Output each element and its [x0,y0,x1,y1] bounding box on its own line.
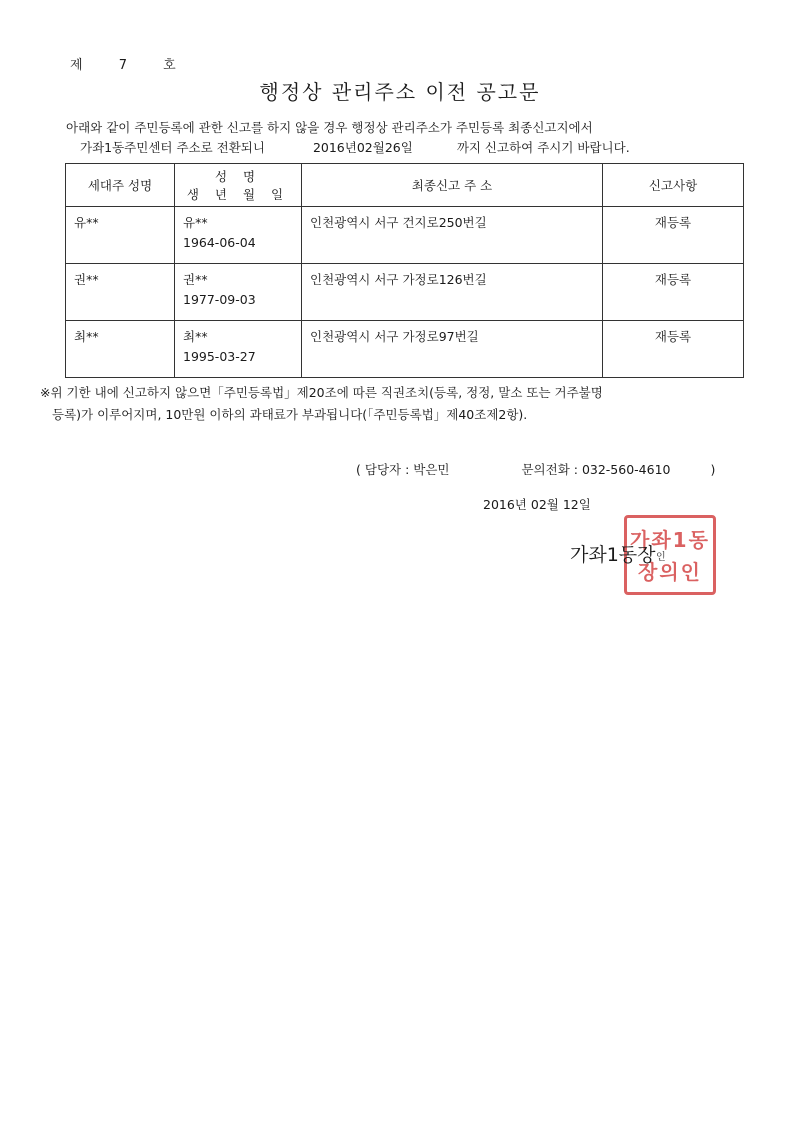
intro-line-1: 아래와 같이 주민등록에 관한 신고를 하지 않을 경우 행정상 관리주소가 주민등록 최종신고지에서 [66,120,593,135]
manager-label: 담당자 : 박은민 [364,462,450,477]
header-report: 신고사항 [603,164,744,207]
table-row [66,207,744,264]
seal-mark: 인 [656,552,666,563]
header-address: 최종신고 주 소 [302,164,603,207]
document-number: 제 7 호 [70,58,177,73]
cell-address: 인천광역시 서구 가정로126번길 [302,264,603,321]
cell-name: 권** [183,272,208,287]
page-title: 행정상 관리주소 이전 공고문 [259,80,541,104]
cell-address: 인천광역시 서구 가정로97번길 [302,321,603,378]
contact-info [356,460,715,478]
cell-householder: 유** [66,207,175,264]
cell-name: 유** [183,215,208,230]
table-row [66,264,744,321]
deadline-date: 2016년02월26일 [312,140,413,155]
cell-householder: 권** [66,264,175,321]
cell-name: 최** [183,329,208,344]
cell-birth: 1995-03-27 [183,349,256,364]
intro-line-2 [80,138,630,156]
intro-line-2-end: 까지 신고하여 주시기 바랍니다. [456,140,630,155]
header-householder: 세대주 성명 [66,164,175,207]
intro-line-2-start: 가좌1동주민센터 주소로 전환되니 [80,140,265,155]
issued-date: 2016년 02월 12일 [483,497,591,512]
header-name-birth [175,164,302,207]
cell-birth: 1964-06-04 [183,235,256,250]
notice-table [65,163,744,378]
cell-birth: 1977-09-03 [183,292,256,307]
cell-report: 재등록 [603,207,744,264]
seal-text: 가좌1동장의인 [630,528,710,584]
signer-title: 가좌1동장 [570,544,656,566]
header-name: 성 명 [214,169,262,184]
contact-open-paren: ( [356,462,361,477]
cell-name-birth [175,321,302,378]
contact-close-paren: ) [710,462,716,477]
table-row [66,321,744,378]
cell-report: 재등록 [603,264,744,321]
cell-report: 재등록 [603,321,744,378]
cell-name-birth [175,264,302,321]
cell-name-birth [175,207,302,264]
cell-address: 인천광역시 서구 건지로250번길 [302,207,603,264]
table-header-row [66,164,744,207]
header-birth: 생 년 월 일 [186,187,290,202]
legal-note-line-2: 등록)가 이루어지며, 10만원 이하의 과태료가 부과됩니다(「주민등록법」제40조제2항). [52,407,528,422]
legal-note-line-1: ※위 기한 내에 신고하지 않으면「주민등록법」제20조에 따른 직권조치(등록, 정정, 말소 또는 거주불명 [40,385,603,400]
cell-householder: 최** [66,321,175,378]
phone-label: 문의전화 : 032-560-4610 [521,462,671,477]
